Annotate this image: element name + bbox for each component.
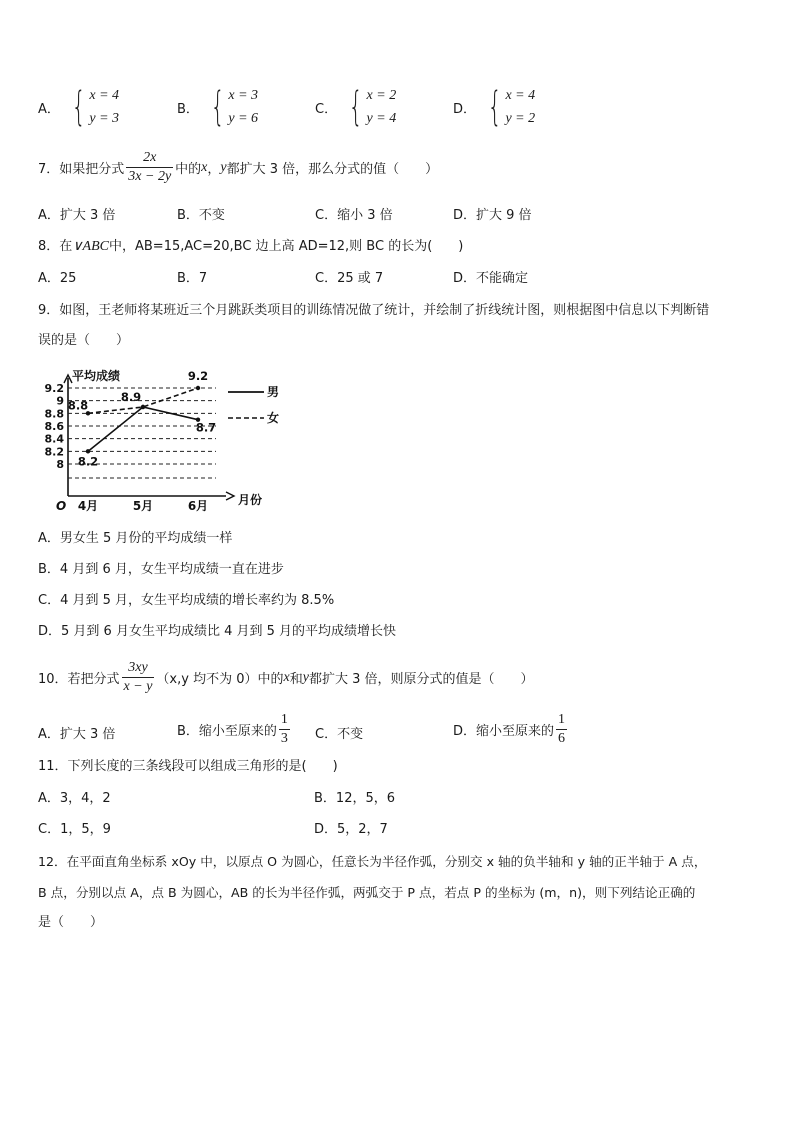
data-label: 8.2 <box>77 454 99 469</box>
q7-text-pre: 7．如果把分式 <box>38 162 125 177</box>
q10-text-pre: 10．若把分式 <box>38 672 120 687</box>
brace-icon: { <box>210 84 225 130</box>
option-text: B．缩小至原来的 <box>177 724 277 739</box>
brace-icon: { <box>348 84 363 130</box>
var-x: x <box>283 669 290 685</box>
line-chart <box>36 366 286 516</box>
q7-option-b[interactable]: B．不变 <box>177 208 225 223</box>
denominator: 6 <box>558 731 566 746</box>
data-label: 9.2 <box>187 369 209 383</box>
data-label: 8.7 <box>195 420 217 435</box>
q10-option-b[interactable] <box>177 712 292 747</box>
chart-title: 平均成绩 <box>72 369 121 383</box>
y-tick-label: 8.4 <box>44 432 64 446</box>
data-label: 8.9 <box>120 390 142 404</box>
brace-icon: { <box>487 84 502 130</box>
q7-text-post: 都扩大 3 倍，那么分式的值（ ） <box>226 162 439 177</box>
q10-text-post: 都扩大 3 倍，则原分式的值是（ ） <box>308 672 534 687</box>
q10-fraction <box>122 660 155 695</box>
x-axis-label: 月份 <box>238 493 263 507</box>
q6-option-a[interactable] <box>38 84 119 130</box>
equation: x = 3 <box>228 88 259 103</box>
q7-sep: ， <box>207 162 221 177</box>
q10-stem <box>38 660 533 695</box>
equation: y = 2 <box>505 111 536 126</box>
q9-stem-line1: 9．如图，王老师将某班近三个月跳跃类项目的训练情况做了统计，并绘制了折线统计图，则根据图中信息以下判断错 <box>38 303 710 318</box>
equation: x = 2 <box>366 88 397 103</box>
y-tick-label: 8 <box>56 458 64 471</box>
data-point <box>141 405 145 409</box>
q12-stem-line3: 是（ ） <box>38 915 104 930</box>
fraction-one-third <box>279 712 290 747</box>
q7-option-c[interactable]: C．缩小 3 倍 <box>315 208 393 223</box>
q7-fraction <box>126 150 173 185</box>
q8-option-c[interactable]: C．25 或 7 <box>315 271 384 286</box>
q9-option-c[interactable]: C．4 月到 5 月，女生平均成绩的增长率约为 8.5% <box>38 593 335 608</box>
q10-condition: （x,y 均不为 0）中的 <box>156 672 284 687</box>
q10-option-d[interactable] <box>453 712 569 747</box>
y-tick-label: 9 <box>56 394 64 408</box>
y-tick-label: 8.2 <box>44 445 64 459</box>
var-x: x <box>201 159 208 175</box>
q11-option-c[interactable]: C．1，5，9 <box>38 822 111 837</box>
numerator: 1 <box>280 712 288 727</box>
fraction-one-sixth <box>556 712 567 747</box>
q9-option-b[interactable]: B．4 月到 6 月，女生平均成绩一直在进步 <box>38 562 284 577</box>
q11-stem: 11．下列长度的三条线段可以组成三角形的是( ) <box>38 759 338 774</box>
y-tick-label: 8.6 <box>44 420 64 433</box>
q8-text-post: 中，AB=15,AC=20,BC 边上高 AD=12,则 BC 的长为( ) <box>108 239 464 254</box>
q7-stem <box>38 150 438 185</box>
option-label: C． <box>315 101 338 117</box>
x-tick-label: 6月 <box>187 499 209 513</box>
q7-option-d[interactable]: D．扩大 9 倍 <box>453 208 532 223</box>
denominator: 3 <box>280 731 288 746</box>
x-tick-label: 4月 <box>77 499 99 513</box>
origin-label: O <box>56 499 67 513</box>
q6-option-d[interactable] <box>453 84 535 130</box>
q11-option-a[interactable]: A．3，4，2 <box>38 791 111 806</box>
data-point <box>196 386 200 390</box>
data-point <box>86 449 90 453</box>
q7-text-mid: 中的 <box>175 162 202 177</box>
q11-option-d[interactable]: D．5，2，7 <box>314 822 388 837</box>
q10-and: 和 <box>289 672 303 687</box>
q12-stem-line2: B 点，分别以点 A，点 B 为圆心，AB 的长为半径作弧，两弧交于 P 点，若点 P 的坐标为 (m，n)，则下列结论正确的 <box>38 885 696 900</box>
equation: y = 4 <box>366 111 397 126</box>
q6-option-c[interactable] <box>315 84 396 130</box>
x-tick-label: 5月 <box>132 499 154 513</box>
q9-option-a[interactable]: A．男女生 5 月份的平均成绩一样 <box>38 531 233 546</box>
y-tick-label: 8.8 <box>44 407 64 421</box>
option-label: D． <box>453 101 477 117</box>
q12-stem-line1: 12．在平面直角坐标系 xOy 中，以原点 O 为圆心，任意长为半径作弧，分别交 x 轴的负半轴和 y 轴的正半轴于 A 点， <box>38 854 707 869</box>
denominator: 3x − 2y <box>128 169 172 184</box>
q8-stem <box>38 238 463 256</box>
numerator: 1 <box>558 712 566 727</box>
q8-option-b[interactable]: B．7 <box>177 271 208 286</box>
equation: x = 4 <box>505 88 536 103</box>
q9-option-d[interactable]: D．5 月到 6 月女生平均成绩比 4 月到 5 月的平均成绩增长快 <box>38 624 397 639</box>
numerator: 3xy <box>128 660 148 675</box>
q7-option-a[interactable]: A．扩大 3 倍 <box>38 208 116 223</box>
q8-option-d[interactable]: D．不能确定 <box>453 271 529 286</box>
equation: y = 6 <box>228 111 259 126</box>
q10-option-a[interactable]: A．扩大 3 倍 <box>38 727 116 742</box>
q8-text-pre: 8．在 <box>38 239 73 254</box>
q10-option-c[interactable]: C．不变 <box>315 727 364 742</box>
equation: x = 4 <box>89 88 120 103</box>
q6-option-b[interactable] <box>177 84 258 130</box>
numerator: 2x <box>143 150 157 165</box>
legend-label-male: 男 <box>267 385 280 399</box>
q11-option-b[interactable]: B．12，5，6 <box>314 791 396 806</box>
x-axis-arrow-icon <box>226 492 234 500</box>
option-label: A． <box>38 101 60 117</box>
y-tick-label: 9.2 <box>44 382 64 395</box>
brace-icon: { <box>71 84 86 130</box>
option-label: B． <box>177 101 199 117</box>
q9-stem-line2: 误的是（ ） <box>38 333 130 348</box>
var-y: y <box>220 159 227 175</box>
option-text: D．缩小至原来的 <box>453 724 555 739</box>
var-y: y <box>302 669 309 685</box>
equation: y = 3 <box>89 111 120 126</box>
legend-label-female: 女 <box>267 411 280 425</box>
q8-option-a[interactable]: A．25 <box>38 271 77 286</box>
denominator: x − y <box>123 679 153 694</box>
triangle-symbol: ∨ABC <box>72 239 109 254</box>
data-label: 8.8 <box>67 398 89 413</box>
